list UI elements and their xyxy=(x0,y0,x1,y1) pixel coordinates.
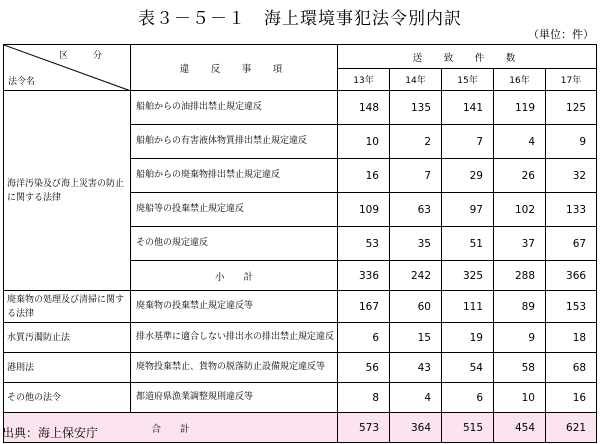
count-cell: 10 xyxy=(338,125,390,159)
count-cell: 9 xyxy=(494,323,546,353)
count-cell: 8 xyxy=(338,383,390,413)
violation-item: 廃船等の投棄禁止規定違反 xyxy=(131,193,338,227)
count-cell: 58 xyxy=(494,353,546,383)
law-name: 廃棄物の処理及び清掃に関する法律 xyxy=(4,291,131,323)
count-cell: 515 xyxy=(442,413,494,443)
count-cell: 35 xyxy=(390,227,442,261)
count-cell: 89 xyxy=(494,291,546,323)
header-category-cell xyxy=(4,45,131,91)
violation-item: 廃物投棄禁止、貨物の脱落防止設備規定違反等 xyxy=(131,353,338,383)
count-cell: 68 xyxy=(546,353,597,383)
violation-item: その他の規定違反 xyxy=(131,227,338,261)
count-cell: 242 xyxy=(390,261,442,291)
count-cell: 10 xyxy=(494,383,546,413)
count-cell: 573 xyxy=(338,413,390,443)
count-cell: 135 xyxy=(390,91,442,125)
count-cell: 364 xyxy=(390,413,442,443)
count-cell: 454 xyxy=(494,413,546,443)
count-cell: 7 xyxy=(442,125,494,159)
table-row xyxy=(4,291,597,323)
count-cell: 19 xyxy=(442,323,494,353)
count-cell: 366 xyxy=(546,261,597,291)
subtotal-label: 小 計 xyxy=(131,261,338,291)
count-cell: 4 xyxy=(390,383,442,413)
count-cell: 63 xyxy=(390,193,442,227)
header-violation: 違 反 事 項 xyxy=(131,45,338,91)
violation-item: 船舶からの有害液体物質排出禁止規定違反 xyxy=(131,125,338,159)
count-cell: 67 xyxy=(546,227,597,261)
count-cell: 167 xyxy=(338,291,390,323)
violation-item: 廃棄物の投棄禁止規定違反等 xyxy=(131,291,338,323)
count-cell: 148 xyxy=(338,91,390,125)
year-header: 13年 xyxy=(338,69,390,91)
count-cell: 32 xyxy=(546,159,597,193)
count-cell: 153 xyxy=(546,291,597,323)
count-cell: 119 xyxy=(494,91,546,125)
count-cell: 18 xyxy=(546,323,597,353)
count-cell: 16 xyxy=(546,383,597,413)
year-header: 15年 xyxy=(442,69,494,91)
count-cell: 125 xyxy=(546,91,597,125)
count-cell: 43 xyxy=(390,353,442,383)
violation-item: 排水基準に適合しない排出水の排出禁止規定違反 xyxy=(131,323,338,353)
count-cell: 51 xyxy=(442,227,494,261)
count-cell: 102 xyxy=(494,193,546,227)
count-cell: 621 xyxy=(546,413,597,443)
count-cell: 6 xyxy=(442,383,494,413)
year-header: 16年 xyxy=(494,69,546,91)
count-cell: 2 xyxy=(390,125,442,159)
count-cell: 53 xyxy=(338,227,390,261)
count-cell: 336 xyxy=(338,261,390,291)
violation-item: 船舶からの廃棄物排出禁止規定違反 xyxy=(131,159,338,193)
table-row xyxy=(4,91,597,125)
law-name: 港則法 xyxy=(4,353,131,383)
violation-item: 船舶からの油排出禁止規定違反 xyxy=(131,91,338,125)
header-law-name: 法令名 xyxy=(8,77,36,87)
law-name: 水質汚濁防止法 xyxy=(4,323,131,353)
count-cell: 7 xyxy=(390,159,442,193)
header-sent-count: 送 致 件 数 xyxy=(338,45,597,69)
source-note: 出典：海上保安庁 xyxy=(2,426,99,440)
violation-table xyxy=(3,44,597,443)
count-cell: 111 xyxy=(442,291,494,323)
table-row xyxy=(4,323,597,353)
count-cell: 6 xyxy=(338,323,390,353)
law-name: 海洋汚染及び海上災害の防止に関する法律 xyxy=(4,91,131,291)
count-cell: 29 xyxy=(442,159,494,193)
count-cell: 37 xyxy=(494,227,546,261)
count-cell: 56 xyxy=(338,353,390,383)
count-cell: 15 xyxy=(390,323,442,353)
law-name: その他の法令 xyxy=(4,383,131,413)
table-row xyxy=(4,383,597,413)
count-cell: 54 xyxy=(442,353,494,383)
violation-item: 都道府県漁業調整規則違反等 xyxy=(131,383,338,413)
count-cell: 141 xyxy=(442,91,494,125)
count-cell: 16 xyxy=(338,159,390,193)
count-cell: 4 xyxy=(494,125,546,159)
count-cell: 60 xyxy=(390,291,442,323)
count-cell: 325 xyxy=(442,261,494,291)
table-row xyxy=(4,353,597,383)
year-header: 17年 xyxy=(546,69,597,91)
count-cell: 26 xyxy=(494,159,546,193)
count-cell: 9 xyxy=(546,125,597,159)
unit-label: （単位：件） xyxy=(528,28,594,41)
count-cell: 133 xyxy=(546,193,597,227)
count-cell: 288 xyxy=(494,261,546,291)
count-cell: 109 xyxy=(338,193,390,227)
header-kubun: 区 分 xyxy=(58,51,110,61)
year-header: 14年 xyxy=(390,69,442,91)
count-cell: 97 xyxy=(442,193,494,227)
table-title: 表３－５－１ 海上環境事犯法令別内訳 xyxy=(138,9,462,29)
total-label: 合 計 xyxy=(4,413,338,443)
